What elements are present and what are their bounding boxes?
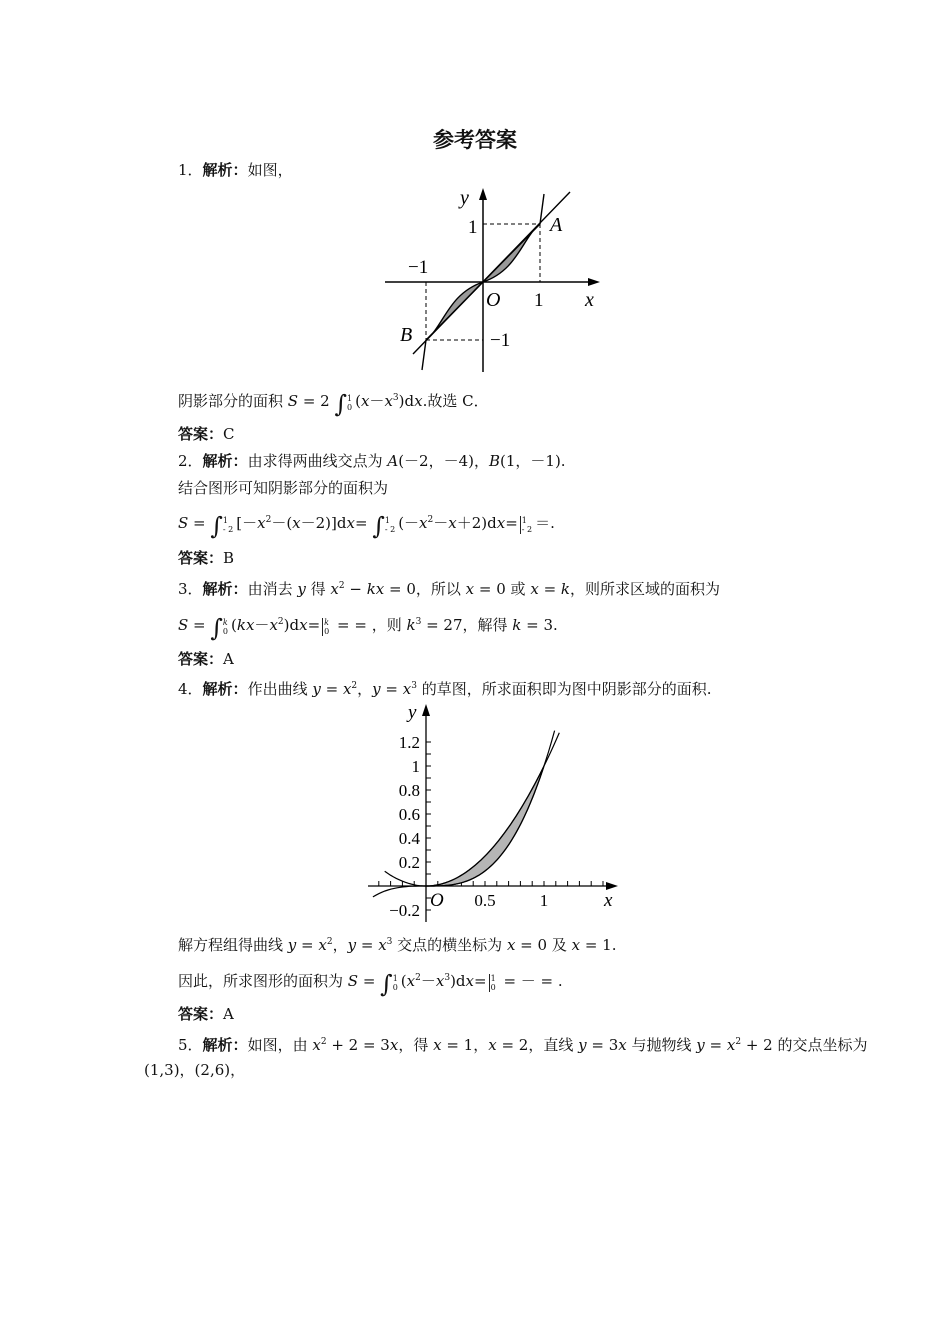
y-tick-label: −0.2 [389, 901, 420, 920]
q3-header: 3．解析：由消去 y 得 $x^2$ − kx = 0，所以 x = 0 或 x = k，则所求区域的面积为 [178, 580, 721, 598]
q4-answer: 答案：A [178, 1005, 234, 1023]
q3-formula: S = ∫k 0 $(kx-x^2)dx= k$ 0 = = ，则 $k^3 = 27$，解得 k = 3. [178, 614, 558, 642]
x-tick-label: 1 [539, 891, 549, 910]
fig1-one-y: 1 [468, 217, 478, 238]
q1-label: 解析： [202, 161, 248, 179]
integral-sign: ∫ [210, 512, 223, 540]
q4-header: 4．解析：作出曲线 $y = x^2$，$y = x^3$ 的草图，所求面积即为图中阴影部分的面积. [178, 680, 712, 698]
y-tick-label: 1.2 [398, 733, 420, 752]
q1-int-limits: 1 0 [347, 394, 353, 412]
q1-text: 如图， [247, 161, 293, 179]
q1-area-eq: = 2 [298, 392, 335, 410]
x-tick-labels [474, 891, 548, 910]
fig2-origin: O [430, 890, 444, 911]
q1-area-pre: 阴影部分的面积 [178, 392, 288, 410]
integral-sign: ∫ [334, 390, 347, 418]
fig1-neg-one-x: −1 [408, 257, 429, 278]
q2-label: 解析： [202, 452, 248, 470]
y-tick-labels [389, 733, 420, 920]
q3-answer: 答案：A [178, 650, 234, 668]
q5-header: 5．解析：如图，由 $x^2 + 2 = 3x$，得 x = 1，x = 2，直线 y = 3x 与抛物线 $y = x^2 + 2$ 的交点坐标为 [178, 1036, 868, 1054]
q1-area-line: 阴影部分的面积 S = 2 ∫ 1 0 $(x-x^3)dx$.故选 C． [178, 390, 489, 418]
y-tick-label: 0.6 [398, 805, 420, 824]
shaded-region [426, 766, 544, 886]
q5-line2: (1,3)，(2,6)， [144, 1061, 246, 1079]
fig1-A: A [550, 214, 563, 236]
figure-1 [380, 182, 620, 382]
y-axis-arrow [479, 188, 487, 200]
q1-answer-label: 答案： [178, 425, 224, 443]
q1-answer [178, 424, 235, 444]
q2-header: 2．解析：由求得两曲线交点为 A(－2，－4)，B(1，－1). [178, 452, 566, 470]
fig1-one-x: 1 [534, 290, 544, 311]
q1-area-S: S [287, 392, 299, 410]
y-tick-label: 0.8 [398, 781, 420, 800]
fig1-neg-one-y: −1 [490, 330, 511, 351]
figure-2 [360, 700, 630, 930]
q1-answer-value: C [223, 425, 235, 443]
x-tick-label: 0.5 [474, 891, 496, 910]
x-axis-arrow [588, 278, 600, 286]
q1-header [178, 160, 293, 180]
q1-number: 1． [178, 161, 203, 179]
integral-sign: ∫ [380, 970, 393, 998]
integral-sign: ∫ [372, 512, 385, 540]
fig1-x-label: x [585, 289, 594, 311]
x-axis-arrow [606, 882, 618, 890]
q4-solve-line: 解方程组得曲线 $y = x^2$，$y = x^3$ 交点的横坐标为 x = 0 及 x = 1. [178, 936, 617, 954]
fig2-y-label: y [408, 702, 417, 723]
q4-area-line: 因此，所求图形的面积为 S = ∫ 1 0 $(x^2-x^3)dx=$ 1 0 = － = . [178, 970, 563, 998]
q2-line2: 结合图形可知阴影部分的面积为 [178, 479, 389, 497]
y-axis-arrow [422, 704, 430, 716]
q2-formula: S = ∫ 1 - 2 $[-x^2-(x-2)]dx=$ ∫ 1 - 2 $(-x^2-x+2)dx=$ 1 - 2 ＝. [178, 512, 555, 540]
fig1-B: B [400, 324, 413, 346]
page-title: 参考答案 [433, 127, 517, 152]
integral-sign: ∫ [210, 614, 223, 642]
fig1-O: O [486, 289, 501, 311]
y-tick-label: 1 [411, 757, 420, 776]
fig2-x-label: x [604, 890, 613, 911]
y-tick-label: 0.2 [398, 853, 420, 872]
fig1-y-label: y [460, 187, 469, 209]
q2-answer: 答案：B [178, 549, 235, 567]
y-tick-label: 0.4 [398, 829, 420, 848]
